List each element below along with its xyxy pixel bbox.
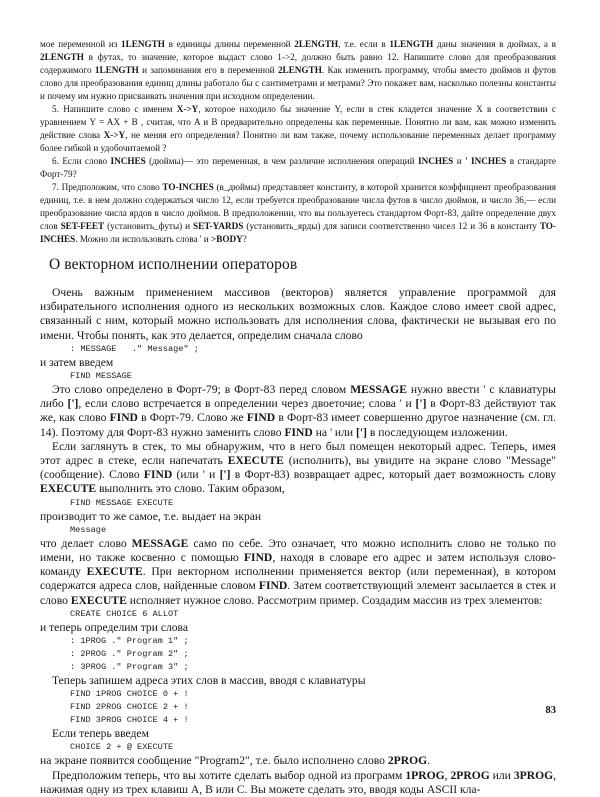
keyword: 2LENGTH bbox=[294, 39, 339, 49]
code-line: : 2PROG ." Program 2" ; bbox=[70, 649, 189, 660]
keyword: 1LENGTH bbox=[94, 65, 139, 75]
book-page bbox=[40, 38, 556, 797]
keyword: FIND bbox=[109, 411, 138, 425]
code-line: CREATE CHOICE 6 ALLOT bbox=[70, 608, 179, 619]
code-line: : 1PROG ." Program 1" ; bbox=[70, 636, 189, 647]
keyword: FIND bbox=[246, 411, 276, 425]
code-line: FIND 3PROG CHOICE 4 + ! bbox=[70, 715, 189, 726]
section-title: О векторном исполнении операторов bbox=[49, 256, 298, 273]
code-line: Message bbox=[70, 524, 107, 535]
paragraph: Если заглянуть в стек, то мы обнаружим, что в него был помещен некоторый адрес. Теперь, имея этот адрес в стеке, если напечатать EXECUTE (исполнить), вы увидите на экране слово "Message" (сообщение). Слово FIND (или ' и ['] в Форт-83) возвращает адрес, который дает возможность слову EXECUTE выполнить это слово. Таким образом, bbox=[40, 439, 556, 496]
keyword: >BODY bbox=[211, 234, 243, 244]
paragraph: и затем введем bbox=[40, 355, 114, 369]
keyword: ['] bbox=[67, 397, 79, 411]
keyword: 2PROG bbox=[387, 754, 428, 768]
paragraph: Если теперь введем bbox=[52, 727, 149, 741]
exercise-7: 7. Предположим, что слово TO-INCHES (в_дюймы) представляет константу, в которой хранится коэффициент преобразования единиц, т.е. в нем должно содержаться число 12, если требуется преобразование числа футов в число дюймов, и число 36,— если преобразование числа ярдов в число дюймов. В предположении, что вы пользуетесь стандартом Форт-83, дайте определение двух слов SET-FEET (установить_футы) и SET-YARDS (установить_ярды) для записи соответственно чисел 12 и 36 в константу TO-INCHES. Можно ли использовать слова ' и >BODY? bbox=[40, 182, 556, 244]
code-line: : MESSAGE ." Message" ; bbox=[70, 343, 199, 354]
paragraph: и теперь определим три слова bbox=[40, 620, 189, 634]
keyword: FIND bbox=[243, 551, 273, 565]
exercise-6: 6. Если слово INCHES (дюймы)— это переменная, в чем различие исполнения операций INCHES и ' INCHES в стандарте Форт-79? bbox=[40, 156, 556, 179]
keyword: ['] bbox=[356, 425, 367, 439]
keyword: INCHES bbox=[110, 156, 146, 166]
paragraph: что делает слово MESSAGE само по себе. Это означает, что можно исполнить слово не только по имени, но также косвенно с помощью FIND, находя в словаре его адрес и затем используя слово-команду EXECUTE. При векторном исполнении применяется вектор (или переменная), в котором содержатся адреса слов, найденные словом FIND. Затем соответствующий элемент засылается в стек и слово EXECUTE исполняет нужное слово. Рассмотрим пример. Создадим массив из трех элементов: bbox=[40, 536, 556, 607]
exercise-cont: мое переменной из 1LENGTH в единицы длины переменной 2LENGTH, т.е. если в 1LENGTH даны значения в дюймах, а в 2LENGTH в футах, то значение, которое выдаст слово 1->2, должно быть равно 12. Напишите слово для преобразования содержимого 1LENGTH и запоминания его в переменной 2LENGTH. Как изменить программу, чтобы вместо дюймов и футов слово для преобразования единиц длины работало бы с сантиметрами и метрами? Это покажет вам, насколько полезны константы и почему им нужно присваивать значения при исходном определении. bbox=[40, 39, 556, 101]
keyword: 1PROG bbox=[405, 768, 445, 782]
keyword: X->Y bbox=[103, 130, 126, 140]
code-line: FIND MESSAGE EXECUTE bbox=[70, 497, 174, 508]
page-number: 83 bbox=[545, 705, 556, 716]
keyword: EXECUTE bbox=[86, 565, 143, 579]
keyword: 2LENGTH bbox=[40, 52, 84, 62]
keyword: INCHES bbox=[418, 156, 454, 166]
keyword: 2LENGTH bbox=[277, 65, 322, 75]
keyword: ' INCHES bbox=[465, 156, 507, 166]
paragraph: Теперь запишем адреса этих слов в массив, вводя с клавиатуры bbox=[52, 674, 366, 688]
exercise-5: 5. Напишите слово с именем X->Y, которое находило бы значение Y, если в стек кладется значение X в соответствии с уравнением Y = AX + B , считая, что A и B предварительно определены как переменные. Понятно ли вам, как можно изменить действие слова X->Y, не меняя его определения? Понятно ли вам также, почему использование переменных делает программу более гибкой и удобочитаемой ? bbox=[40, 104, 556, 153]
keyword: FIND bbox=[284, 425, 313, 439]
keyword: 3PROG bbox=[513, 768, 554, 782]
code-line: CHOICE 2 + @ EXECUTE bbox=[70, 742, 174, 753]
keyword: X->Y bbox=[176, 104, 199, 114]
exercise-list bbox=[40, 38, 556, 246]
keyword: 2PROG bbox=[450, 768, 490, 782]
keyword: ['] bbox=[219, 468, 231, 482]
keyword: SET-FEET bbox=[60, 221, 105, 231]
paragraph: Предположим теперь, что вы хотите сделать выбор одной из программ 1PROG, 2PROG или 3PROG, нажимая одну из трех клавиш A, B или C. Вы можете сделать это, вводя коды ASCII кла- bbox=[40, 768, 557, 796]
keyword: TO-INCHES bbox=[40, 221, 556, 244]
keyword: TO-INCHES bbox=[162, 182, 214, 192]
paragraph: на экране появится сообщение "Program2", т.е. было исполнено слово 2PROG. bbox=[40, 754, 431, 768]
paragraph: Очень важным применением массивов (векторов) является управление программой для избирательного исполнения одного из нескольких возможных слов. Каждое слово имеет свой адрес, связанный с ним, который можно использовать для исполнения слова, фактически не вызывая его по имени. Чтобы понять, как это делается, определим сначала слово bbox=[40, 286, 556, 342]
code-line: : 3PROG ." Program 3" ; bbox=[70, 662, 189, 673]
keyword: EXECUTE bbox=[227, 454, 284, 468]
keyword: ['] bbox=[415, 397, 427, 411]
keyword: MESSAGE bbox=[350, 383, 407, 397]
keyword: FIND bbox=[143, 468, 173, 482]
paragraph: Это слово определено в Форт-79; в Форт-83 перед словом MESSAGE нужно ввести ' с клавиатуры либо ['], если слово встречается в определении через двоеточие; слова ' и ['] в Форт-83 действуют так же, как слово FIND в Форт-79. Слово же FIND в Форт-83 имеет совершенно другое назначение (см. гл. 14). Поэтому для Форт-83 нужно заменить слово FIND на ' или ['] в последующем изложении. bbox=[40, 383, 557, 439]
code-line: FIND MESSAGE bbox=[70, 371, 132, 382]
code-line: FIND 1PROG CHOICE 0 + ! bbox=[70, 689, 189, 700]
keyword: EXECUTE bbox=[40, 482, 97, 496]
section-body bbox=[40, 286, 556, 797]
code-line: FIND 2PROG CHOICE 2 + ! bbox=[70, 702, 189, 713]
keyword: EXECUTE bbox=[70, 593, 127, 607]
keyword: SET-YARDS bbox=[193, 221, 244, 231]
keyword: MESSAGE bbox=[131, 536, 189, 550]
keyword: 1LENGTH bbox=[389, 39, 434, 49]
keyword: 1LENGTH bbox=[121, 39, 165, 49]
keyword: FIND bbox=[258, 579, 288, 593]
paragraph: производит то же самое, т.е. выдает на экран bbox=[40, 509, 262, 523]
